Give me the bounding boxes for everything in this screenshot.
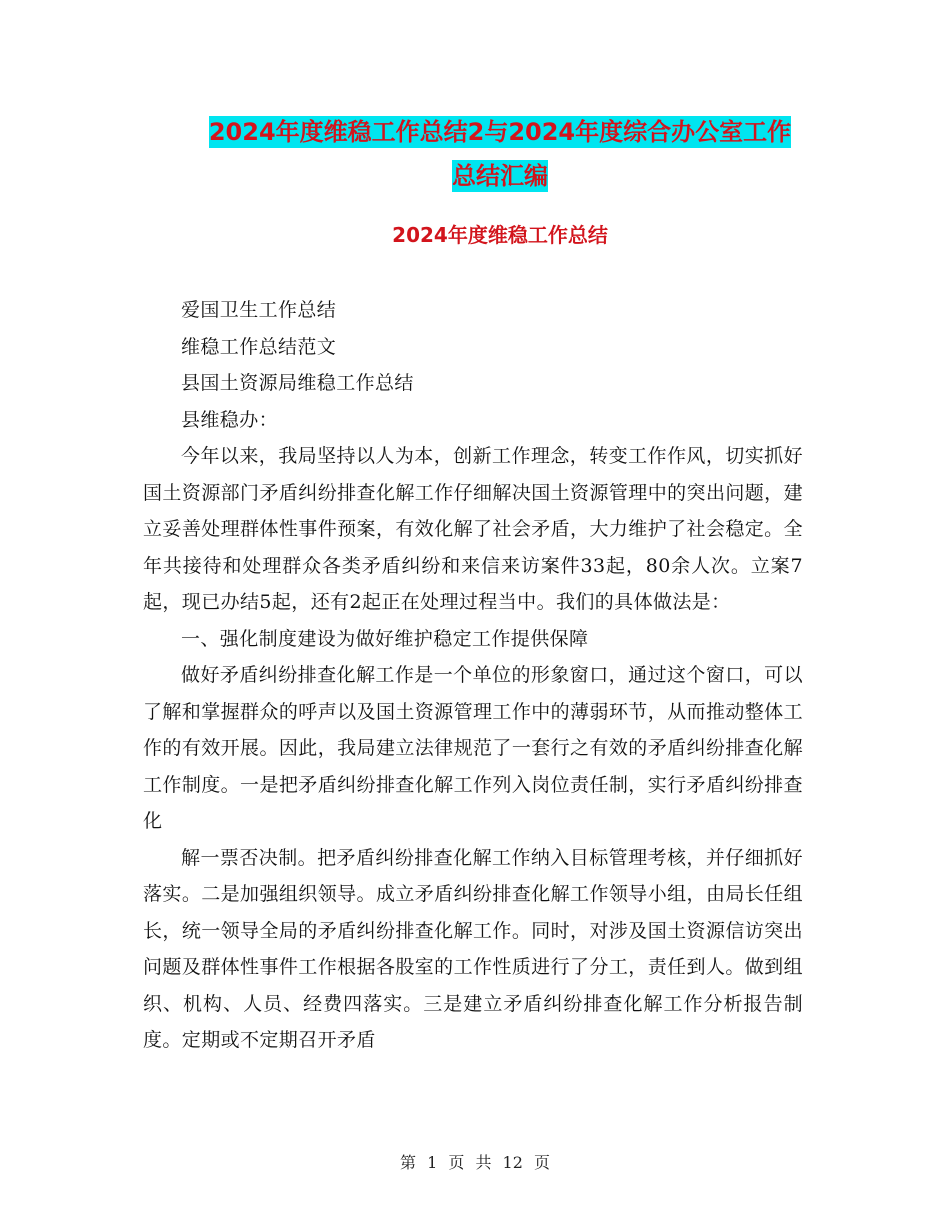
document-body	[143, 292, 803, 1059]
paragraph: 县国土资源局维稳工作总结	[181, 372, 414, 394]
paragraph: 解一票否决制。把矛盾纠纷排查化解工作纳入目标管理考核，并仔细抓好落实。二是加强组织领导。成立矛盾纠纷排查化解工作领导小组，由局长任组长，统一领导全局的矛盾纠纷排查化解工作。同时，对涉及国土资源信访突出问题及群体性事件工作根据各股室的工作性质进行了分工，责任到人。做到组织、机构、人员、经费四落实。三是建立矛盾纠纷排查化解工作分析报告制度。定期或不定期召开矛盾	[143, 846, 803, 1051]
document-title-line-1: 2024年度维稳工作总结2与2024年度综合办公室工作	[208, 118, 792, 146]
page-footer: 第 1 页 共 12 页	[400, 1153, 550, 1172]
paragraph: 县维稳办：	[181, 408, 279, 431]
paragraph: 爱国卫生工作总结	[181, 299, 337, 321]
section-title: 2024年度维稳工作总结	[392, 223, 608, 247]
section-heading: 一、强化制度建设为做好维护稳定工作提供保障	[181, 627, 589, 650]
paragraph: 维稳工作总结范文	[181, 335, 337, 358]
document-title-line-2: 总结汇编	[452, 162, 548, 190]
document-title	[140, 110, 860, 198]
paragraph: 做好矛盾纠纷排查化解工作是一个单位的形象窗口，通过这个窗口，可以了解和掌握群众的呼声以及国土资源管理工作中的薄弱环节，从而推动整体工作的有效开展。因此，我局建立法律规范了一套行之有效的矛盾纠纷排查化解工作制度。一是把矛盾纠纷排查化解工作列入岗位责任制，实行矛盾纠纷排查化	[143, 664, 803, 832]
paragraph: 今年以来，我局坚持以人为本，创新工作理念，转变工作作风，切实抓好国土资源部门矛盾纠纷排查化解工作仔细解决国土资源管理中的突出问题，建立妥善处理群体性事件预案，有效化解了社会矛盾，大力维护了社会稳定。全年共接待和处理群众各类矛盾纠纷和来信来访案件33起，80余人次。立案7起，现已办结5起，还有2起正在处理过程当中。我们的具体做法是：	[143, 445, 803, 613]
